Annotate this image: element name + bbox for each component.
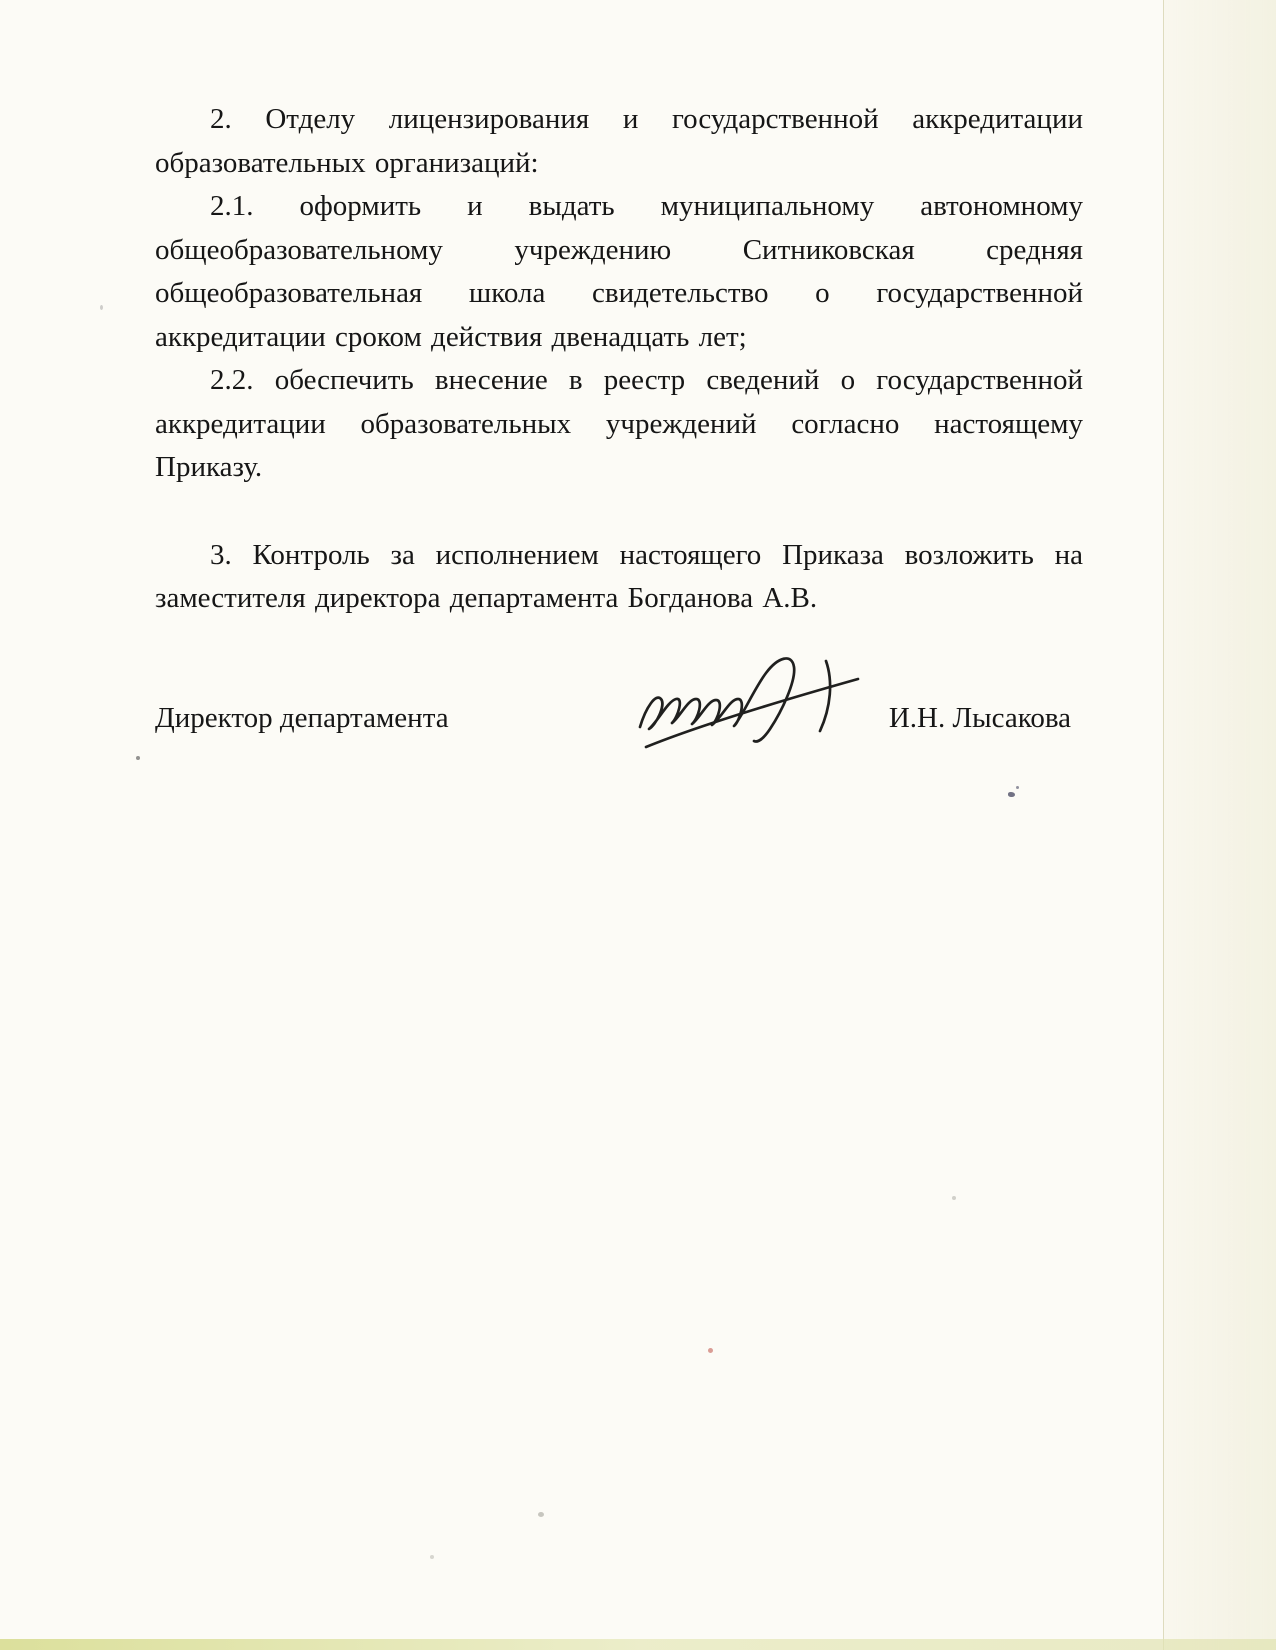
scan-edge-band	[1163, 0, 1276, 1650]
signature-block	[155, 697, 1083, 757]
scan-speck	[1008, 792, 1015, 797]
scan-speck	[708, 1348, 713, 1353]
scan-speck	[952, 1196, 956, 1200]
scan-speck	[100, 305, 103, 310]
paragraph-3: 3. Контроль за исполнением настоящего Приказа возложить на заместителя директора департамента Богданова А.В.	[155, 538, 1083, 614]
scan-bottom-band	[0, 1639, 1276, 1650]
signer-title: Директор департамента	[155, 701, 449, 734]
scan-speck	[430, 1555, 434, 1559]
paragraph-2: 2. Отделу лицензирования и государственной аккредитации образовательных организаций:	[155, 103, 1083, 179]
signer-name: И.Н. Лысакова	[888, 701, 1071, 734]
signature-stroke	[625, 641, 875, 761]
document-body	[155, 98, 1083, 757]
scan-speck	[136, 756, 140, 760]
paragraph-2-2: 2.2. обеспечить внесение в реестр сведений о государственной аккредитации образовательных учреждений согласно настоящему Приказу.	[155, 364, 1083, 483]
signature-handwritten	[625, 641, 875, 761]
scan-speck	[538, 1512, 544, 1517]
paragraph-2-1: 2.1. оформить и выдать муниципальному автономному общеобразовательному учреждению Ситниковская средняя общеобразовательная школа свидетельство о государственной аккредитации сроком действия двенадцать лет;	[155, 190, 1083, 353]
scan-speck	[1016, 786, 1019, 789]
